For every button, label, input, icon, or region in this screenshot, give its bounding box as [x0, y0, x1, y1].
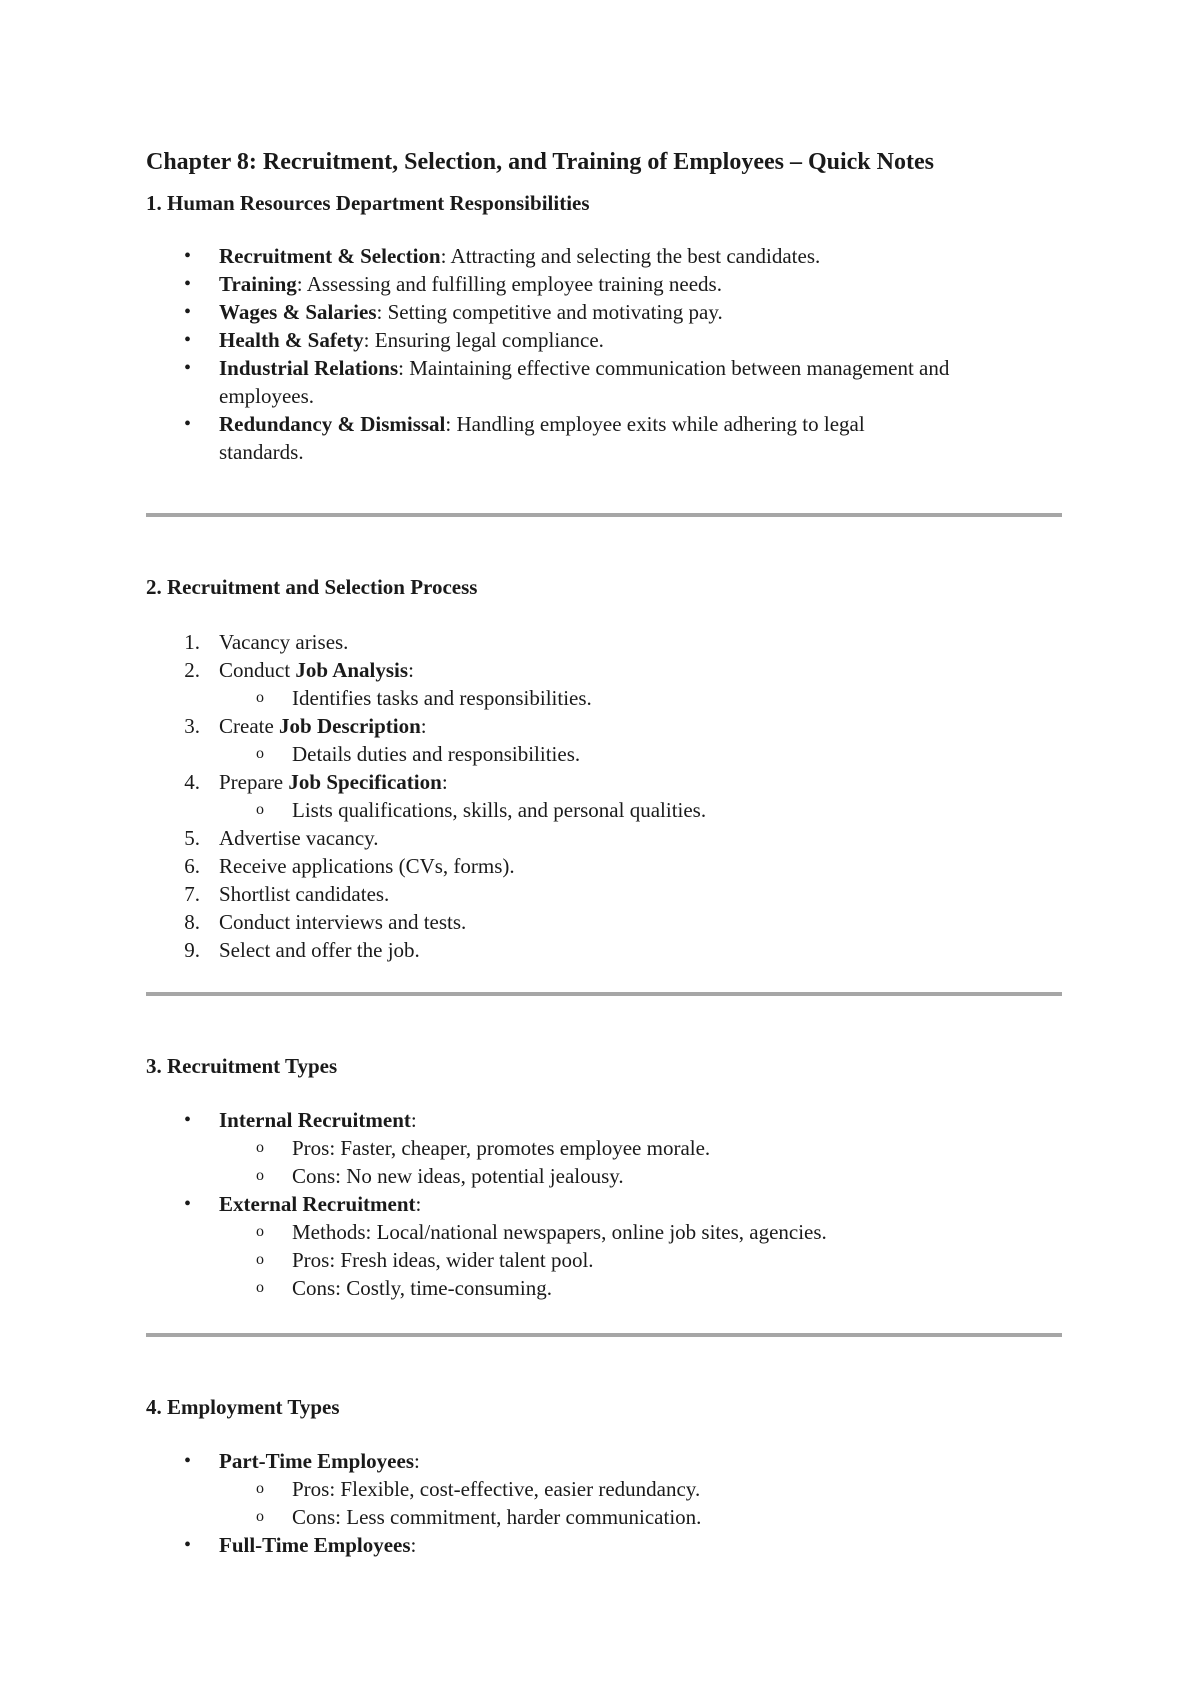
list-item [146, 354, 999, 410]
sub-item-text: Cons: Costly, time-consuming. [292, 1276, 552, 1300]
list-item [146, 298, 1062, 326]
item-term: Part-Time Employees [219, 1449, 414, 1473]
sub-item [219, 1503, 1062, 1531]
circle-bullet-icon: o [256, 745, 264, 762]
sub-item [219, 1274, 1062, 1302]
section-heading-recruitment-types: 3. Recruitment Types [146, 1054, 338, 1078]
step-number: 8. [184, 910, 200, 934]
list-item-full-time [146, 1531, 1062, 1559]
list-item [146, 880, 1062, 908]
sub-item-text: Pros: Flexible, cost-effective, easier redundancy. [292, 1477, 701, 1501]
sub-list [219, 796, 1062, 824]
sub-item [219, 1475, 1062, 1503]
sub-item-text: Details duties and responsibilities. [292, 742, 581, 766]
step-text: Vacancy arises. [219, 630, 349, 654]
list-item-external-recruitment [146, 1190, 1062, 1302]
bullet-icon: • [184, 1193, 192, 1215]
hr-responsibilities-list [146, 242, 1062, 466]
item-term: Health & Safety [219, 328, 364, 352]
section-heading-employment-types: 4. Employment Types [146, 1395, 340, 1419]
list-item [146, 270, 1062, 298]
section-heading-recruitment-process: 2. Recruitment and Selection Process [146, 575, 478, 599]
step-text: Select and offer the job. [219, 938, 420, 962]
item-desc: : Ensuring legal compliance. [363, 328, 604, 352]
circle-bullet-icon: o [256, 1223, 264, 1240]
sub-item-text: Pros: Fresh ideas, wider talent pool. [292, 1248, 594, 1272]
list-item [146, 936, 1062, 964]
item-term: Industrial Relations [219, 356, 399, 380]
circle-bullet-icon: o [256, 801, 264, 818]
sub-item-text: Cons: No new ideas, potential jealousy. [292, 1164, 624, 1188]
sub-item [219, 1162, 1062, 1190]
circle-bullet-icon: o [256, 1139, 264, 1156]
employment-types-list [146, 1447, 1062, 1559]
step-text: Prepare [219, 770, 289, 794]
sub-item-text: Lists qualifications, skills, and personal qualities. [292, 798, 707, 822]
bullet-icon: • [184, 357, 192, 379]
sub-item [219, 684, 1062, 712]
section-heading-hr-responsibilities: 1. Human Resources Department Responsibilities [146, 191, 590, 215]
section-divider [146, 992, 1062, 996]
step-text: Conduct [219, 658, 296, 682]
bullet-icon: • [184, 1450, 192, 1472]
circle-bullet-icon: o [256, 1480, 264, 1497]
item-term: Redundancy & Dismissal [219, 412, 446, 436]
step-text: Conduct interviews and tests. [219, 910, 467, 934]
step-number: 3. [184, 714, 200, 738]
step-number: 1. [184, 630, 200, 654]
bullet-icon: • [184, 1109, 192, 1131]
item-term: Internal Recruitment [219, 1108, 411, 1132]
step-number: 4. [184, 770, 200, 794]
list-item [146, 410, 909, 466]
step-number: 9. [184, 938, 200, 962]
item-desc: : Attracting and selecting the best candidates. [440, 244, 821, 268]
circle-bullet-icon: o [256, 1279, 264, 1296]
item-desc: : Maintaining effective communication between management and employees. [219, 356, 950, 408]
step-number: 2. [184, 658, 200, 682]
sub-item [219, 1246, 1062, 1274]
item-desc: : Assessing and fulfilling employee training needs. [296, 272, 722, 296]
list-item-internal-recruitment [146, 1106, 1062, 1190]
list-item [146, 628, 1062, 656]
recruitment-types-list [146, 1106, 1062, 1302]
sub-item-text: Methods: Local/national newspapers, online job sites, agencies. [292, 1220, 827, 1244]
list-item [146, 242, 1062, 270]
sub-list [219, 1475, 1062, 1531]
bullet-icon: • [184, 301, 192, 323]
item-colon: : [415, 1192, 422, 1216]
sub-list [219, 684, 1062, 712]
item-term: Wages & Salaries [219, 300, 377, 324]
step-colon: : [420, 714, 427, 738]
list-item [146, 656, 1062, 712]
sub-item [219, 796, 1062, 824]
item-term: Training [219, 272, 297, 296]
step-text: Create [219, 714, 280, 738]
item-desc: : Handling employee exits while adhering to legal standards. [219, 412, 865, 464]
step-number: 5. [184, 826, 200, 850]
bullet-icon: • [184, 329, 192, 351]
sub-item [219, 1218, 1062, 1246]
list-item [146, 852, 1062, 880]
item-term: Full-Time Employees [219, 1533, 411, 1557]
item-colon: : [410, 1533, 417, 1557]
item-colon: : [414, 1449, 420, 1473]
step-number: 7. [184, 882, 200, 906]
step-term: Job Specification [288, 770, 442, 794]
bullet-icon: • [184, 413, 192, 435]
item-desc: : Setting competitive and motivating pay. [376, 300, 723, 324]
sub-list [219, 740, 1062, 768]
step-number: 6. [184, 854, 200, 878]
step-text: Advertise vacancy. [219, 826, 379, 850]
circle-bullet-icon: o [256, 689, 264, 706]
list-item [146, 908, 1062, 936]
item-term: Recruitment & Selection [219, 244, 441, 268]
step-colon: : [408, 658, 414, 682]
circle-bullet-icon: o [256, 1508, 264, 1525]
list-item [146, 326, 1062, 354]
sub-item [219, 740, 1062, 768]
circle-bullet-icon: o [256, 1167, 264, 1184]
step-colon: : [441, 770, 448, 794]
recruitment-process-list [146, 628, 1062, 964]
step-term: Job Description [279, 714, 421, 738]
item-term: External Recruitment [219, 1192, 416, 1216]
sub-list [219, 1134, 1062, 1190]
list-item-part-time [146, 1447, 1062, 1531]
bullet-icon: • [184, 273, 192, 295]
list-item [146, 824, 1062, 852]
step-text: Receive applications (CVs, forms). [219, 854, 515, 878]
sub-list [219, 1218, 1062, 1302]
section-divider [146, 513, 1062, 517]
bullet-icon: • [184, 1534, 192, 1556]
sub-item-text: Identifies tasks and responsibilities. [292, 686, 592, 710]
section-divider [146, 1333, 1062, 1337]
step-text: Shortlist candidates. [219, 882, 390, 906]
circle-bullet-icon: o [256, 1251, 264, 1268]
list-item [146, 768, 1062, 824]
sub-item [219, 1134, 1062, 1162]
document-title: Chapter 8: Recruitment, Selection, and Training of Employees – Quick Notes [146, 149, 934, 175]
item-colon: : [410, 1108, 417, 1132]
list-item [146, 712, 1062, 768]
sub-item-text: Cons: Less commitment, harder communication. [292, 1505, 702, 1529]
step-term: Job Analysis [295, 658, 409, 682]
bullet-icon: • [184, 245, 192, 267]
sub-item-text: Pros: Faster, cheaper, promotes employee morale. [292, 1136, 711, 1160]
